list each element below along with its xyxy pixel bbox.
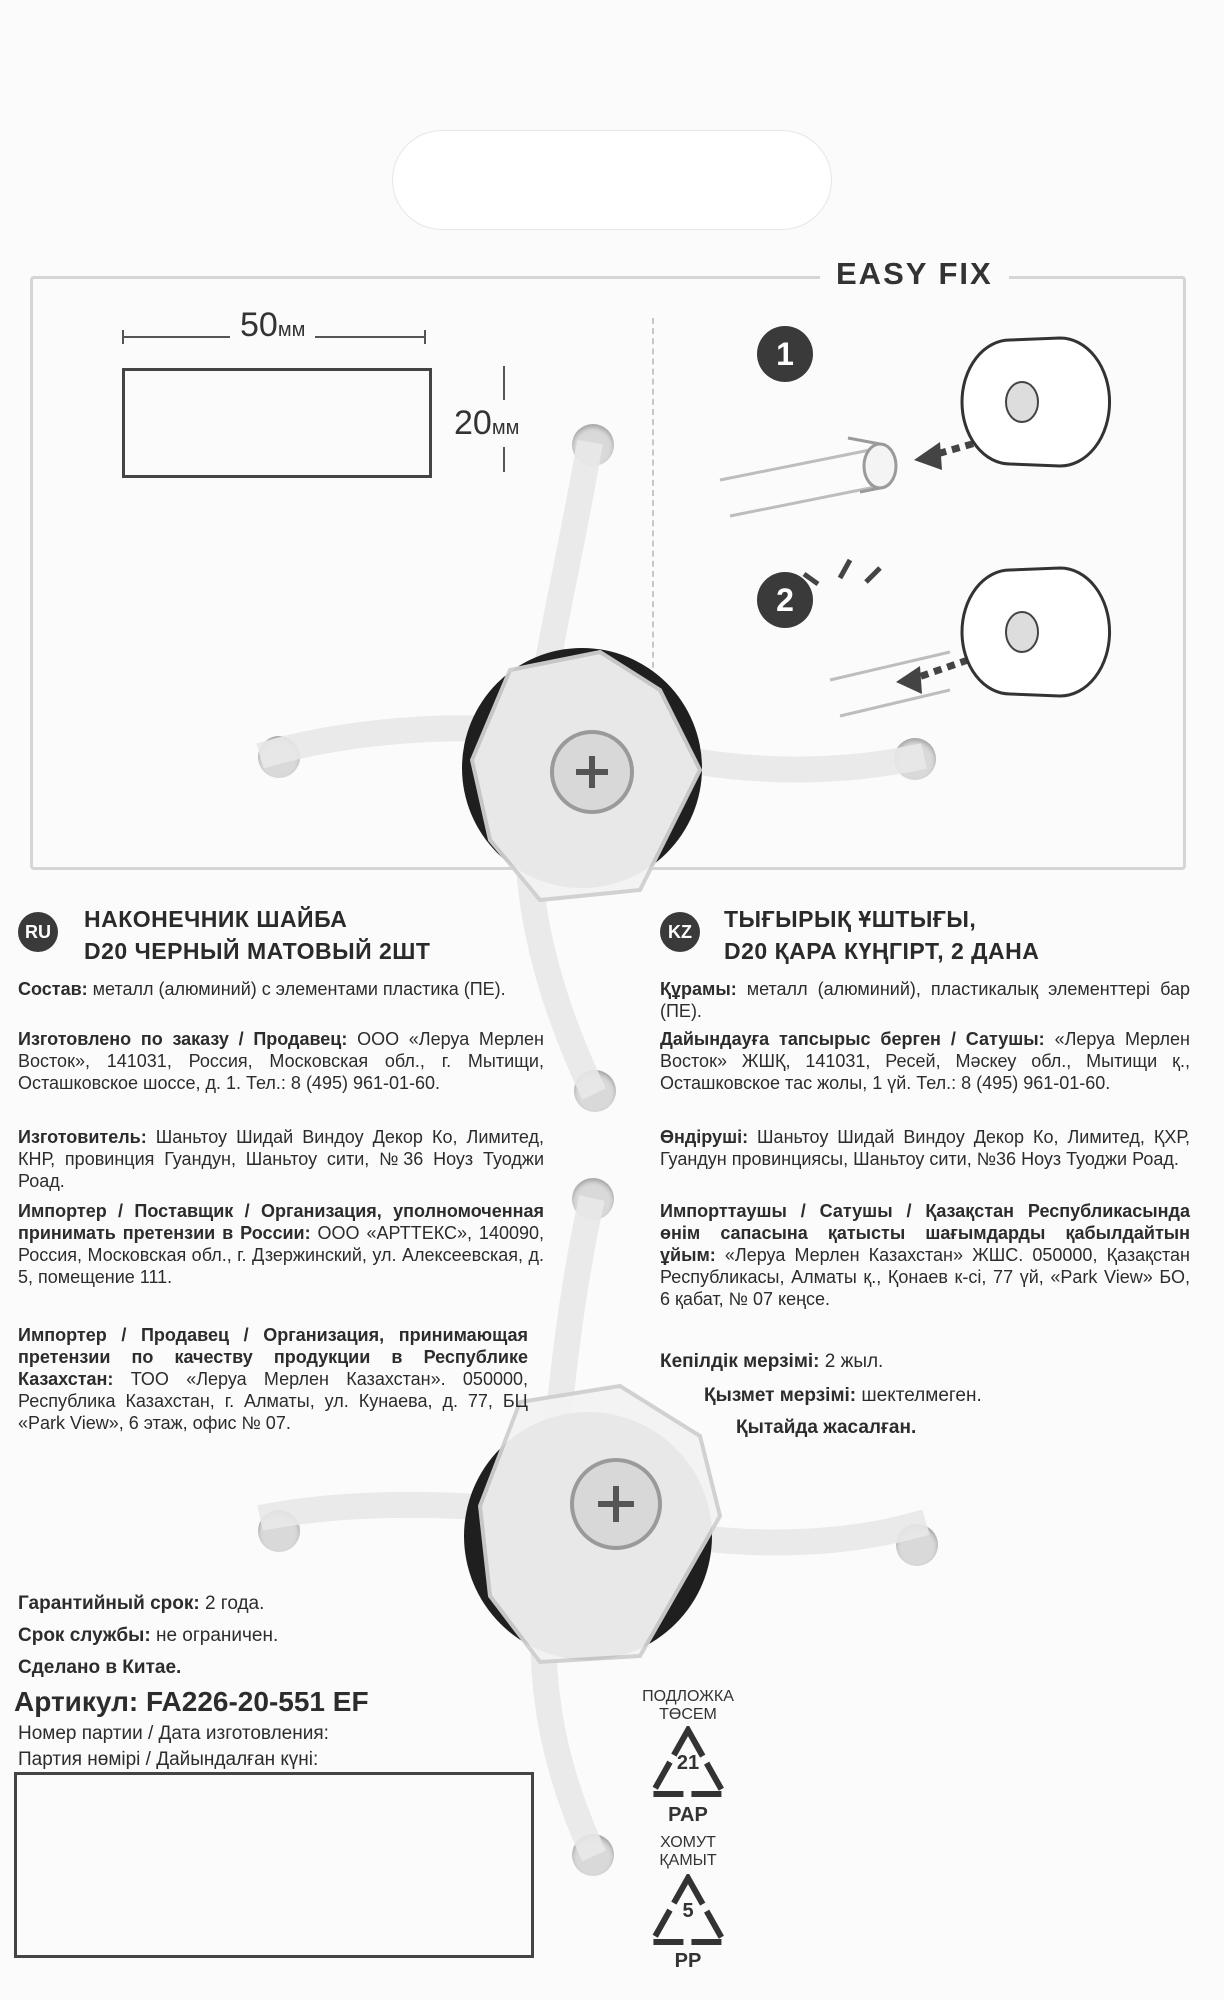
recycle-bottom-label-1: ХОМУТ — [660, 1834, 716, 1851]
kz-origin: Қытайда жасалған. — [736, 1417, 917, 1438]
batch-label-ru: Номер партии / Дата изготовления: — [18, 1723, 329, 1744]
kz-manufacturer-label: Өндіруші: — [660, 1127, 749, 1147]
ru-origin: Сделано в Китае. — [18, 1657, 182, 1678]
ru-importer-kazakhstan — [18, 1324, 528, 1434]
ru-importer-kz-text: ТОО «Леруа Мерлен Казахстан». 050000, Республика Казахстан, г. Алматы, ул. Кунаева, д. 77, БЦ «Park View», 6 этаж, офис № 07. — [18, 1369, 528, 1433]
kz-made-by-order — [660, 1028, 1190, 1094]
width-dimension-label — [230, 306, 315, 345]
recycle-top-number: 21 — [676, 1752, 700, 1774]
recycle-bottom-number: 5 — [682, 1900, 694, 1922]
kz-composition — [660, 978, 1190, 1022]
kz-warranty-text: 2 жыл. — [819, 1351, 884, 1372]
kz-composition-text: металл (алюминий), пластикалық элементтері бар (ПЕ). — [660, 979, 1190, 1021]
width-unit: мм — [277, 319, 306, 341]
kz-made-label: Дайындауға тапсырыс берген / Сатушы: — [660, 1029, 1045, 1049]
ru-made-label: Изготовлено по заказу / Продавец: — [18, 1029, 348, 1049]
recycle-top-label-2: ТӨСЕМ — [659, 1706, 717, 1723]
kz-composition-label: Құрамы: — [660, 979, 737, 999]
height-unit: мм — [491, 417, 520, 439]
recycle-top-label-1: ПОДЛОЖКА — [642, 1688, 734, 1705]
kz-importer-label: Импорттаушы / Сатушы / Қазақстан Республикасында өнім сапасына қатысты шағымдарды қабылдайтын ұйым: — [660, 1201, 1190, 1265]
ru-importer-russia — [18, 1200, 544, 1288]
batch-label-kz: Партия нөмірі / Дайындалған күні: — [18, 1749, 319, 1770]
ru-importer-kz-label: Импортер / Продавец / Организация, принимающая претензии по качеству продукции в Республике Казахстан: — [18, 1325, 528, 1389]
ru-badge: RU — [18, 912, 58, 952]
easy-fix-title: EASY FIX — [820, 256, 1009, 292]
width-value: 50 — [240, 306, 278, 344]
ru-title-line1: НАКОНЕЧНИК ШАЙБА — [84, 906, 348, 932]
ru-composition-text: металл (алюминий) с элементами пластика (ПЕ). — [87, 979, 506, 999]
kz-service-life — [704, 1384, 982, 1408]
kz-importer-text: «Леруа Мерлен Казахстан» ЖШС. 050000, Қазақстан Республикасы, Алматы қ., Қонаев к-сі, 77 үй, «Park View» БО, 6 қабат, № 07 кеңсе. — [660, 1245, 1190, 1309]
kz-importer — [660, 1200, 1190, 1310]
ru-service-life — [18, 1624, 278, 1648]
ru-composition-label: Состав: — [18, 979, 88, 999]
ru-service-text: не ограничен. — [150, 1625, 279, 1646]
kz-warranty-label: Кепілдік мерзімі: — [660, 1351, 820, 1372]
ru-made-text: ООО «Леруа Мерлен Восток», 141031, Россия, Московская обл., г. Мытищи, Осташковское шоссе, д. 1. Тел.: 8 (495) 961-01-60. — [18, 1029, 544, 1093]
step-2-badge: 2 — [757, 572, 813, 628]
ru-service-label: Срок службы: — [18, 1625, 151, 1646]
recycle-bottom-code: PP — [674, 1950, 702, 1972]
kz-title-line2: D20 ҚАРА КҮҢГІРТ, 2 ДАНА — [724, 938, 1040, 964]
recycle-bottom-label-2: ҚАМЫТ — [659, 1852, 717, 1869]
kz-manufacturer-text: Шаньтоу Шидай Виндоу Декор Ко, Лимитед, ҚХР, Гуандун провинциясы, Шаньтоу сити, №36 Ноуз Туоджи Роад. — [660, 1127, 1190, 1169]
ru-manufacturer-label: Изготовитель: — [18, 1127, 147, 1147]
kz-service-label: Қызмет мерзімі: — [704, 1385, 857, 1406]
step-1-badge: 1 — [757, 326, 813, 382]
ru-warranty-label: Гарантийный срок: — [18, 1593, 200, 1614]
ru-made-by-order — [18, 1028, 544, 1094]
hang-slot — [392, 130, 832, 230]
kz-warranty — [660, 1350, 883, 1374]
ru-title-line2: D20 ЧЕРНЫЙ МАТОВЫЙ 2ШТ — [84, 938, 431, 964]
batch-date-box — [14, 1772, 534, 1958]
ru-importer-ru-text: ООО «АРТТЕКС», 140090, Россия, Московская обл., г. Дзержинский, ул. Алексеевская, д. 5, помещение 111. — [18, 1223, 544, 1287]
ru-warranty — [18, 1592, 264, 1616]
ru-manufacturer — [18, 1126, 544, 1192]
recycle-top-code: PAP — [668, 1804, 708, 1826]
ru-importer-ru-label: Импортер / Поставщик / Организация, уполномоченная принимать претензии в России: — [18, 1201, 544, 1243]
kz-title-line1: ТЫҒЫРЫҚ ҰШТЫҒЫ, — [724, 906, 977, 932]
article-number: Артикул: FA226-20-551 EF — [14, 1686, 369, 1717]
kz-made-text: «Леруа Мерлен Восток» ЖШҚ, 141031, Ресей, Мәскеу обл., Мытищи қ., Осташковское тас жолы, 1 үй. Тел.: 8 (495) 961-01-60. — [660, 1029, 1190, 1093]
kz-badge: KZ — [660, 912, 700, 952]
ru-warranty-text: 2 года. — [199, 1593, 265, 1614]
ru-manufacturer-text: Шаньтоу Шидай Виндоу Декор Ко, Лимитед, КНР, провинция Гуандун, Шаньтоу сити, №36 Ноуз Туоджи Роад. — [18, 1127, 544, 1191]
kz-service-text: шектелмеген. — [856, 1385, 982, 1406]
ru-composition — [18, 978, 544, 1000]
height-value: 20 — [454, 404, 492, 442]
kz-manufacturer — [660, 1126, 1190, 1170]
